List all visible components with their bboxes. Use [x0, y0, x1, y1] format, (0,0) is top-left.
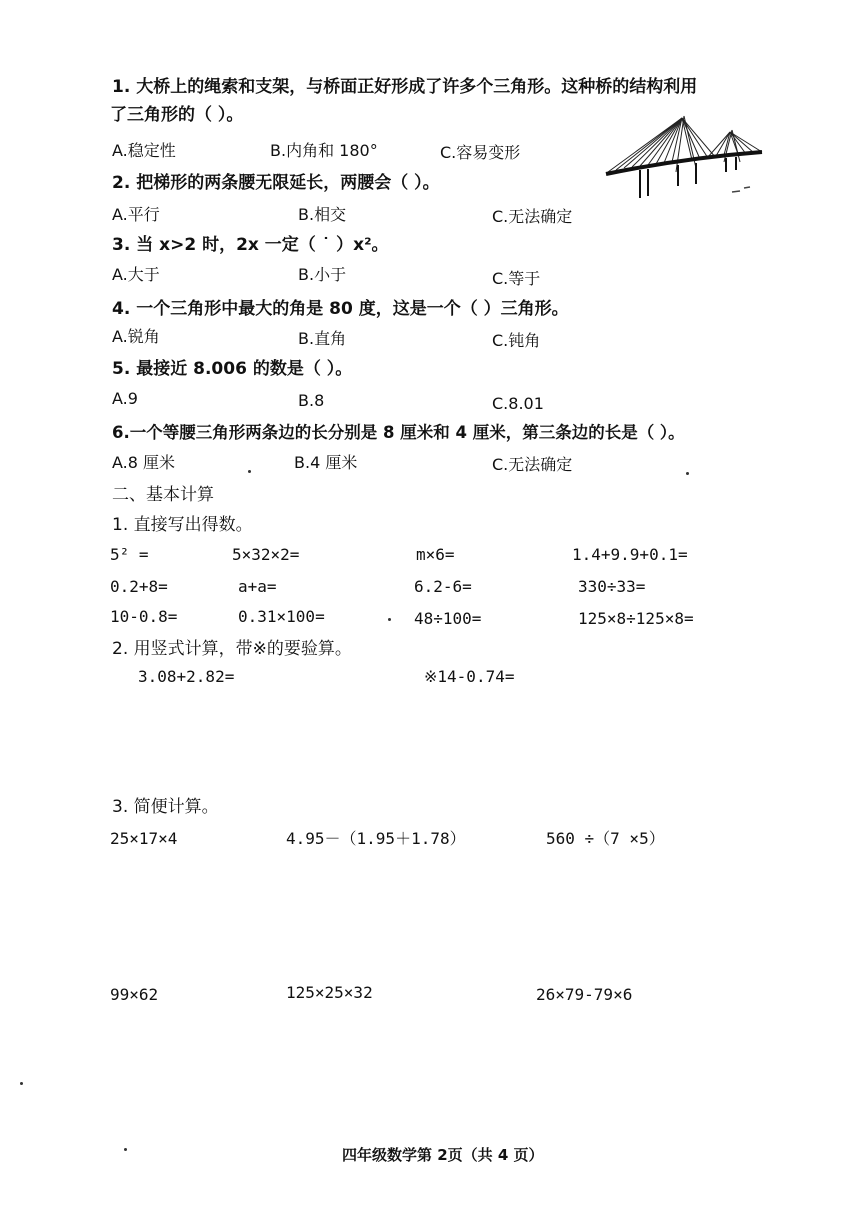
calc-r1-c3: m×6=	[416, 545, 455, 564]
q6-option-b: B.4 厘米	[294, 453, 358, 472]
simplify-r1-c3: 560 ÷（7 ×5）	[546, 829, 665, 848]
scan-speck	[124, 1148, 127, 1151]
question-5: 5. 最接近 8.006 的数是（ ）。	[112, 359, 353, 379]
q3-option-a: A.大于	[112, 265, 160, 284]
calc-r3-c3: 48÷100=	[414, 609, 482, 628]
calc-r3-c2: 0.31×100=	[238, 607, 325, 626]
question-1-line1: 1. 大桥上的绳索和支架，与桥面正好形成了许多个三角形。这种桥的结构利用	[112, 77, 698, 97]
scan-speck	[20, 1082, 23, 1085]
part-2-title: 2. 用竖式计算，带※的要验算。	[112, 639, 352, 659]
simplify-r2-c3: 26×79-79×6	[536, 985, 633, 1004]
calc-r3-c1: 10-0.8=	[110, 607, 178, 626]
vertical-calc-2: ※14-0.74=	[424, 667, 515, 686]
q1-option-b: B.内角和 180°	[270, 141, 378, 160]
q2-option-a: A.平行	[112, 205, 160, 224]
question-2: 2. 把梯形的两条腰无限延长，两腰会（ ）。	[112, 173, 440, 193]
calc-r1-c2: 5×32×2=	[232, 545, 300, 564]
q6-option-a: A.8 厘米	[112, 453, 176, 472]
scan-speck	[388, 618, 391, 621]
simplify-r2-c1: 99×62	[110, 985, 159, 1004]
section-2-title: 二、基本计算	[112, 485, 214, 505]
q6-option-c: C.无法确定	[492, 455, 573, 474]
q4-option-b: B.直角	[298, 329, 347, 348]
part-3-title: 3. 简便计算。	[112, 797, 219, 817]
q2-option-c: C.无法确定	[492, 207, 573, 226]
part-1-title: 1. 直接写出得数。	[112, 515, 253, 535]
q1-option-a: A.稳定性	[112, 141, 176, 160]
simplify-r1-c2: 4.95－（1.95＋1.78）	[286, 829, 466, 848]
calc-r2-c2: a+a=	[238, 577, 277, 596]
question-4: 4. 一个三角形中最大的角是 80 度，这是一个（ ）三角形。	[112, 299, 569, 319]
scan-speck	[248, 470, 251, 473]
question-6: 6.一个等腰三角形两条边的长分别是 8 厘米和 4 厘米，第三条边的长是（ ）。	[112, 423, 685, 442]
question-1-line2: 了三角形的（ ）。	[110, 105, 244, 125]
simplify-r1-c1: 25×17×4	[110, 829, 178, 848]
q1-option-c: C.容易变形	[440, 143, 521, 162]
calc-r1-c4: 1.4+9.9+0.1=	[572, 545, 688, 564]
bridge-illustration	[604, 110, 764, 202]
q3-option-c: C.等于	[492, 269, 541, 288]
question-3: 3. 当 x>2 时，2x 一定（ ˙ ）x²。	[112, 235, 389, 255]
q2-option-b: B.相交	[298, 205, 347, 224]
calc-r2-c1: 0.2+8=	[110, 577, 168, 596]
q3-option-b: B.小于	[298, 265, 347, 284]
calc-r3-c4: 125×8÷125×8=	[578, 609, 694, 628]
q5-option-c: C.8.01	[492, 394, 544, 413]
q5-option-a: A.9	[112, 389, 138, 408]
vertical-calc-1: 3.08+2.82=	[138, 667, 235, 686]
calc-r2-c3: 6.2-6=	[414, 577, 472, 596]
calc-r1-c1: 5² =	[110, 545, 149, 564]
q4-option-a: A.锐角	[112, 327, 160, 346]
q4-option-c: C.钝角	[492, 331, 541, 350]
q5-option-b: B.8	[298, 391, 325, 410]
simplify-r2-c2: 125×25×32	[286, 983, 373, 1002]
page-footer: 四年级数学第 2页（共 4 页）	[342, 1146, 544, 1164]
calc-r2-c4: 330÷33=	[578, 577, 646, 596]
scan-speck	[686, 472, 689, 475]
